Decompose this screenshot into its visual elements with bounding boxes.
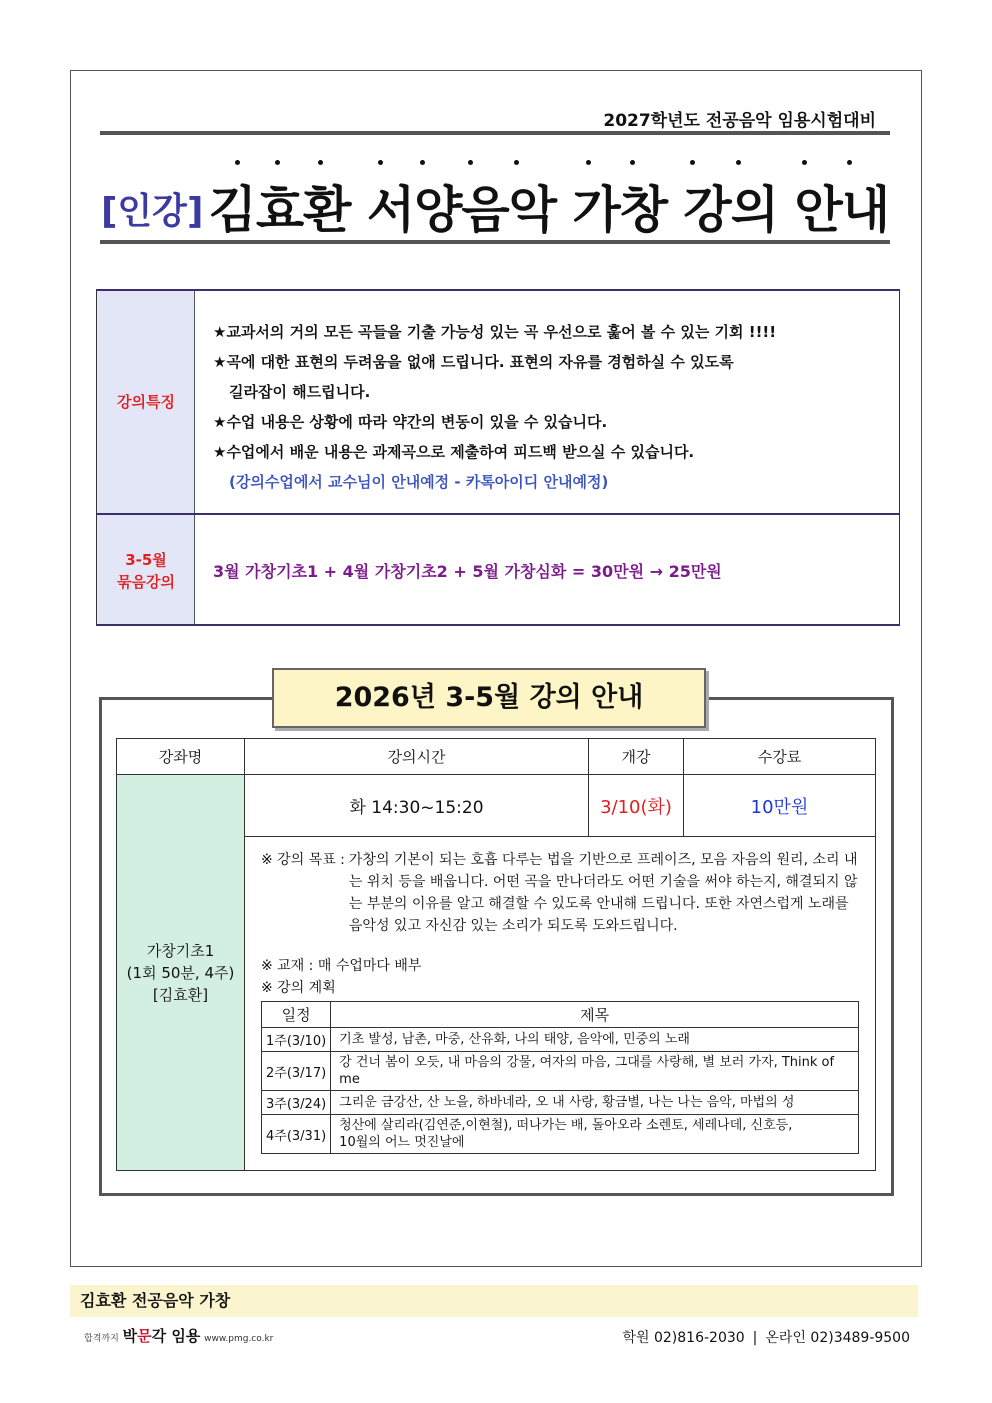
plan-table bbox=[261, 1001, 859, 1154]
feature-line: ★곡에 대한 표현의 두려움을 없애 드립니다. 표현의 자유를 경험하실 수 있도록 bbox=[213, 353, 734, 371]
footer-name-bar: 김효환 전공음악 가창 bbox=[70, 1285, 918, 1317]
table-row bbox=[262, 1052, 859, 1091]
table-row bbox=[262, 1115, 859, 1154]
academy-phone: 학원 02)816-2030 bbox=[622, 1330, 745, 1346]
logo-brand-part2: 문 bbox=[137, 1327, 152, 1345]
header-course-name: 강좌명 bbox=[117, 739, 245, 775]
course-material: ※ 교재 : 매 수업마다 배부 bbox=[261, 958, 422, 974]
emphasis-dot bbox=[802, 160, 807, 165]
plan-header bbox=[262, 1002, 859, 1028]
plan-title: 강 건너 봄이 오듯, 내 마음의 강물, 여자의 마음, 그대를 사랑해, 별 보러 가자, Think of me bbox=[331, 1052, 859, 1091]
publisher-logo[interactable] bbox=[84, 1325, 273, 1346]
course-goal bbox=[261, 849, 859, 937]
plan-label: ※ 강의 계획 bbox=[261, 980, 336, 996]
plan-title: 기초 발성, 남촌, 마중, 산유화, 나의 태양, 음악에, 민중의 노래 bbox=[331, 1028, 859, 1052]
emphasis-dot bbox=[235, 160, 240, 165]
logo-tagline: 합격까지 bbox=[84, 1334, 119, 1344]
course-instructor: [김효환] bbox=[152, 985, 209, 1004]
table-row bbox=[262, 1028, 859, 1052]
feature-line: ★수업에서 배운 내용은 과제곡으로 제출하여 피드백 받으실 수 있습니다. bbox=[213, 443, 695, 461]
plan-header-title: 제목 bbox=[331, 1002, 859, 1028]
goal-label: ※ 강의 목표 : bbox=[261, 852, 345, 868]
course-duration: (1회 50분, 4주) bbox=[126, 963, 235, 982]
header-subtitle: 2027학년도 전공음악 임용시험대비 bbox=[603, 111, 876, 131]
title-rule bbox=[100, 240, 890, 244]
feature-list bbox=[213, 317, 893, 497]
page-title bbox=[100, 170, 890, 242]
plan-week: 2주(3/17) bbox=[262, 1052, 331, 1091]
feature-divider bbox=[97, 513, 899, 515]
emphasis-dot bbox=[275, 160, 280, 165]
emphasis-dot bbox=[420, 160, 425, 165]
emphasis-dot bbox=[468, 160, 473, 165]
top-rule bbox=[100, 131, 890, 135]
feature-line: ★교과서의 거의 모든 곡들을 기출 가능성 있는 곡 우선으로 훑어 볼 수 있는 기회 !!!! bbox=[213, 323, 777, 341]
plan-week: 1주(3/10) bbox=[262, 1028, 331, 1052]
feature-line: 길라잡이 해드립니다. bbox=[229, 383, 371, 401]
title-tag: [인강] bbox=[100, 191, 204, 232]
header-open: 개강 bbox=[589, 739, 684, 775]
table-row bbox=[262, 1091, 859, 1115]
plan-title-line2: 10월의 어느 멋진날에 bbox=[339, 1135, 465, 1150]
emphasis-dot bbox=[318, 160, 323, 165]
emphasis-dot bbox=[630, 160, 635, 165]
plan-title: 그리운 금강산, 산 노을, 하바네라, 오 내 사랑, 황금별, 나는 나는 음악, 마법의 성 bbox=[331, 1091, 859, 1115]
emphasis-dot bbox=[586, 160, 591, 165]
emphasis-dot bbox=[690, 160, 695, 165]
logo-brand-part3: 각 임용 bbox=[151, 1327, 201, 1345]
course-open-date: 3/10(화) bbox=[589, 775, 684, 837]
plan-week: 4주(3/31) bbox=[262, 1115, 331, 1154]
feature-box bbox=[96, 289, 900, 626]
emphasis-dot bbox=[736, 160, 741, 165]
bundle-label-line1: 3-5월 bbox=[125, 551, 167, 569]
logo-url[interactable]: www.pmg.co.kr bbox=[204, 1334, 274, 1344]
contact-info bbox=[622, 1327, 910, 1347]
feature-line: ★수업 내용은 상황에 따라 약간의 변동이 있을 수 있습니다. bbox=[213, 413, 608, 431]
feature-note: (강의수업에서 교수님이 안내예정 - 카톡아이디 안내예정) bbox=[229, 473, 609, 491]
bundle-label-line2: 묶음강의 bbox=[117, 573, 175, 591]
course-name: 가창기초1 bbox=[146, 941, 215, 960]
online-phone: 온라인 02)3489-9500 bbox=[765, 1330, 910, 1346]
table-row bbox=[117, 775, 876, 837]
course-detail bbox=[245, 837, 876, 1171]
bundle-label bbox=[97, 549, 195, 593]
emphasis-dot bbox=[514, 160, 519, 165]
logo-brand-part1: 박 bbox=[122, 1327, 138, 1345]
plan-title-line1: 청산에 살리라(김연준,이현철), 떠나가는 배, 돌아오라 소렌토, 세레나데, 신호등, bbox=[339, 1118, 793, 1133]
emphasis-dot bbox=[847, 160, 852, 165]
plan-title bbox=[331, 1115, 859, 1154]
plan-week: 3주(3/24) bbox=[262, 1091, 331, 1115]
course-name-cell bbox=[117, 775, 245, 1171]
course-table bbox=[116, 738, 876, 1171]
emphasis-dot bbox=[378, 160, 383, 165]
course-table-header bbox=[117, 739, 876, 775]
course-time: 화 14:30~15:20 bbox=[245, 775, 589, 837]
course-fee: 10만원 bbox=[684, 775, 876, 837]
bundle-price-text: 3월 가창기초1 + 4월 가창기초2 + 5월 가창심화 = 30만원 → 25만원 bbox=[213, 562, 722, 581]
goal-text: 가창의 기본이 되는 호흡 다루는 법을 기반으로 프레이즈, 모음 자음의 원리, 소리 내는 위치 등을 배웁니다. 어떤 곡을 만나더라도 어떤 기술을 써야 하는지, 해결되지 않는 부분의 이유를 알고 해결할 수 있도록 안내해 드립니다. 또한 자연스럽게 노래를 음악성 있고 자신감 있는 소리가 되도록 도와드립니다. bbox=[348, 852, 858, 934]
header-fee: 수강료 bbox=[684, 739, 876, 775]
contact-separator: | bbox=[752, 1330, 758, 1346]
title-main: 김효환 서양음악 가창 강의 안내 bbox=[208, 181, 890, 239]
header-time: 강의시간 bbox=[245, 739, 589, 775]
plan-header-week: 일정 bbox=[262, 1002, 331, 1028]
feature-label: 강의특징 bbox=[117, 393, 175, 411]
course-section-title: 2026년 3-5월 강의 안내 bbox=[272, 668, 706, 728]
